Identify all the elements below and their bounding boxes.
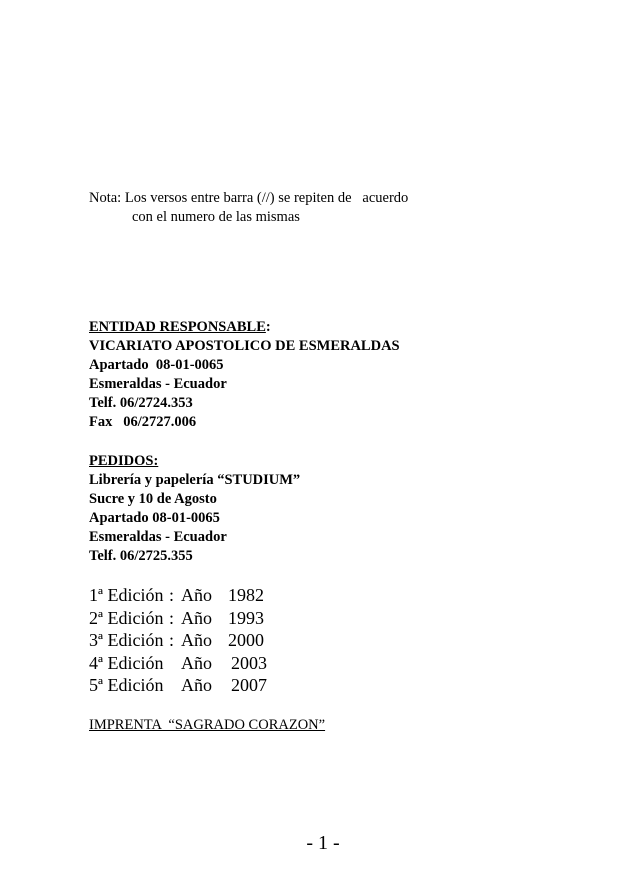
note-block <box>89 189 408 227</box>
edition-year-label: Año <box>181 675 212 695</box>
entidad-heading-colon: : <box>265 319 271 335</box>
entidad-line: VICARIATO APOSTOLICO DE ESMERALDAS <box>89 338 400 354</box>
pedidos-line: Telf. 06/2725.355 <box>89 548 193 564</box>
entidad-heading: ENTIDAD RESPONSABLE <box>89 319 266 335</box>
pedidos-line: Esmeraldas - Ecuador <box>89 529 227 545</box>
pedidos-line: Sucre y 10 de Agosto <box>89 491 217 507</box>
edition-label: 3ª Edición <box>89 630 164 650</box>
edition-year: 2000 <box>228 630 264 650</box>
edition-year-label: Año <box>181 652 212 673</box>
page-number: - 1 - <box>306 832 340 854</box>
edition-row <box>89 584 267 607</box>
edition-row <box>89 629 267 652</box>
entidad-line: Fax 06/2727.006 <box>89 414 197 430</box>
note-line-1: Nota: Los versos entre barra (//) se repiten de acuerdo <box>89 190 409 206</box>
edition-label: 1ª Edición <box>89 585 164 605</box>
edition-year-label: Año <box>181 607 212 628</box>
edition-year-label: Año <box>181 585 212 605</box>
pedidos-line: Librería y papelería “STUDIUM” <box>89 472 301 488</box>
edition-year-label: Año <box>181 630 212 650</box>
pedidos-heading: PEDIDOS: <box>89 453 159 469</box>
edition-label: 4ª Edición <box>89 652 164 673</box>
imprenta-credit: IMPRENTA “SAGRADO CORAZON” <box>89 717 326 733</box>
editions-list <box>89 584 267 697</box>
edition-separator: : <box>169 630 175 650</box>
edition-year: 2007 <box>231 675 267 695</box>
edition-row <box>89 607 267 630</box>
edition-row <box>89 674 267 697</box>
entidad-line: Esmeraldas - Ecuador <box>89 376 227 392</box>
entidad-line: Telf. 06/2724.353 <box>89 395 193 411</box>
edition-year: 2003 <box>231 652 267 673</box>
edition-label: 5ª Edición <box>89 675 164 695</box>
pedidos-line: Apartado 08-01-0065 <box>89 510 220 526</box>
edition-row <box>89 652 267 675</box>
edition-separator: : <box>169 585 175 605</box>
pedidos-block <box>89 452 300 566</box>
edition-year: 1982 <box>228 585 264 605</box>
entidad-responsable-block <box>89 318 400 432</box>
entidad-heading-line <box>89 318 400 337</box>
edition-year: 1993 <box>228 607 264 628</box>
edition-label: 2ª Edición <box>89 607 164 628</box>
edition-separator: : <box>169 607 175 628</box>
entidad-line: Apartado 08-01-0065 <box>89 357 224 373</box>
note-line-2: con el numero de las mismas <box>132 209 300 225</box>
